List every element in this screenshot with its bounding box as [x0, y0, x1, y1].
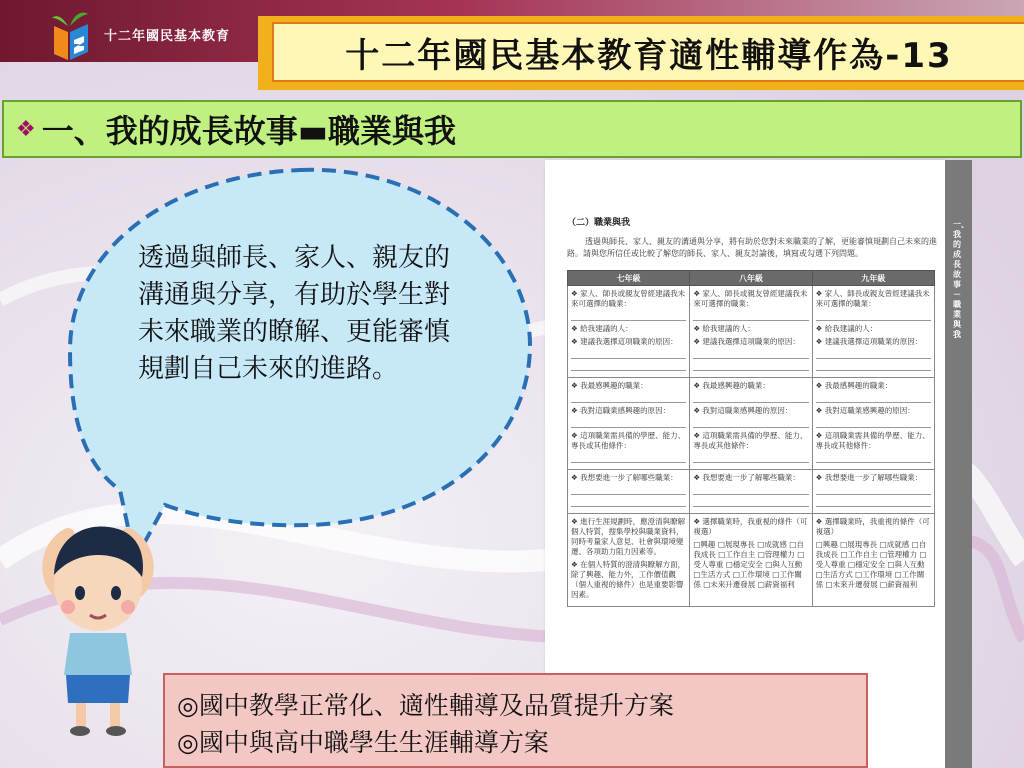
- worksheet-side-tab: [945, 160, 972, 768]
- cell-text: ❖ 我想要進一步了解哪些職業：: [693, 473, 800, 482]
- cell-text: ❖ 我最感興趣的職業：: [693, 381, 770, 390]
- choice-option: □與人互動: [765, 560, 803, 569]
- cell-text: ❖ 我最感興趣的職業：: [815, 381, 893, 390]
- choice-option: □工作環境: [855, 570, 895, 579]
- side-tab-label: 一、我的成長故事－職業與我: [953, 220, 969, 339]
- cell-text: ❖ 選擇職業時，我重視的條件（可複選）: [693, 517, 808, 536]
- column-header: 八年級: [690, 271, 812, 286]
- cell-text: ❖ 家人、師長或親友曾經建議我未來可選擇的職業：: [815, 289, 930, 308]
- cell-text: ❖ 我最感興趣的職業：: [571, 381, 648, 390]
- choice-option: □穩定安全: [725, 560, 766, 569]
- section-heading: 一、我的成長故事▬職業與我: [41, 112, 456, 150]
- choice-option: □薪資福利: [757, 580, 795, 589]
- cell-text: ❖ 建議我選擇這項職業的原因：: [693, 337, 800, 346]
- reference-box: [163, 673, 868, 768]
- choice-option: □管理權力: [880, 550, 920, 559]
- cell-text: ❖ 這項職業需具備的學歷、能力、專長或其他條件：: [815, 431, 930, 450]
- choice-option: □工作自主: [718, 550, 758, 559]
- cell-text: ❖ 給我建議的人：: [815, 324, 878, 333]
- choice-list: [816, 540, 931, 590]
- cell-text: ❖ 我對這職業感興趣的原因：: [815, 406, 915, 415]
- choice-option: □未來升遷發展: [703, 580, 758, 589]
- cell-text: ❖ 建議我選擇這項職業的原因：: [815, 337, 923, 346]
- cell-text: ❖ 我對這職業感興趣的原因：: [693, 406, 793, 415]
- cell-text: ❖ 這項職業需具備的學歷、能力、專長或其他條件：: [693, 431, 808, 450]
- cell-text: ❖ 給我建議的人：: [693, 324, 755, 333]
- choice-option: □管理權力: [757, 550, 798, 559]
- choice-option: □與人互動: [887, 560, 925, 569]
- choice-option: □生活方式: [815, 570, 856, 579]
- choice-option: □受人尊重: [815, 550, 927, 569]
- choice-option: □工作環境: [732, 570, 773, 579]
- cell-text: ❖ 在個人特質的澄清與瞭解方面，除了興趣、能力外，工作價值觀（個人重視的條件）也是重要影響因素。: [571, 560, 686, 599]
- choice-option: □未來升遷發展: [825, 580, 881, 589]
- cell-text: ❖ 家人、師長或親友曾經建議我未來可選擇的職業：: [693, 289, 808, 308]
- choice-option: □工作關係: [693, 570, 802, 589]
- choice-option: □穩定安全: [848, 560, 888, 569]
- diamond-bullet-icon: ❖: [16, 116, 36, 142]
- cell-text: ❖ 我對這職業感興趣的原因：: [571, 406, 671, 415]
- choice-option: □自我成長: [815, 540, 927, 559]
- choice-option: □成就感: [879, 540, 912, 549]
- choice-option: □展現專長: [717, 540, 758, 549]
- choice-option: □工作自主: [840, 550, 881, 559]
- student-character-illustration: [28, 515, 168, 740]
- choice-list: [693, 540, 808, 590]
- table-row: [568, 514, 935, 607]
- choice-option: □受人尊重: [693, 550, 805, 569]
- reference-line-2: ◎國中與高中職學生生涯輔導方案: [177, 728, 549, 757]
- worksheet-intro: 透過與師長、家人、親友的溝通與分享，將有助於您對未來職業的了解，更能審慎規劃自己未來的進路。請與您所信任或比較了解您的師長、家人、親友討論後，填寫或勾選下列問題。: [567, 237, 937, 258]
- choice-option: □工作關係: [815, 570, 925, 589]
- choice-option: □成就感: [757, 540, 790, 549]
- choice-option: □興趣: [815, 540, 841, 549]
- reference-line-1: ◎國中教學正常化、適性輔導及品質提升方案: [177, 691, 674, 720]
- cell-text: ❖ 建議我選擇這項職業的原因：: [571, 337, 678, 346]
- page-title: 十二年國民基本教育適性輔導作為-13: [272, 22, 1024, 82]
- cell-text: ❖ 給我建議的人：: [571, 324, 633, 333]
- choice-option: □自我成長: [693, 540, 804, 559]
- cell-text: ❖ 進行生涯規劃時，應澄清與瞭解個人特質，搜集學校與職業資料，同時考量家人意見、社會與環境變遷、各項助力阻力因素等。: [571, 517, 686, 556]
- bubble-text: 透過與師長、家人、親友的溝通與分享，有助於學生對未來職業的瞭解、更能審慎規劃自己未來的進路。: [138, 243, 451, 384]
- cell-text: ❖ 我想要進一步了解哪些職業：: [571, 473, 678, 482]
- cell-text: ❖ 家人、師長或親友曾經建議我未來可選擇的職業：: [571, 289, 686, 308]
- cell-text: ❖ 選擇職業時，我重視的條件（可複選）: [815, 517, 930, 536]
- table-row: [568, 378, 935, 470]
- cell-text: ❖ 這項職業需具備的學歷、能力、專長或其他條件：: [571, 431, 686, 450]
- choice-option: □生活方式: [693, 570, 733, 579]
- worksheet-table: [567, 270, 935, 607]
- logo-text: 十二年國民基本教育: [104, 28, 231, 44]
- table-row: [568, 470, 935, 514]
- choice-option: □興趣: [693, 540, 718, 549]
- column-header: 九年級: [812, 271, 934, 286]
- table-row: [568, 286, 935, 378]
- choice-option: □展現專長: [840, 540, 880, 549]
- choice-option: □薪資福利: [880, 580, 918, 589]
- column-header: 七年級: [568, 271, 690, 286]
- cell-text: ❖ 我想要進一步了解哪些職業：: [815, 473, 923, 482]
- worksheet-heading: （二）職業與我: [567, 218, 631, 228]
